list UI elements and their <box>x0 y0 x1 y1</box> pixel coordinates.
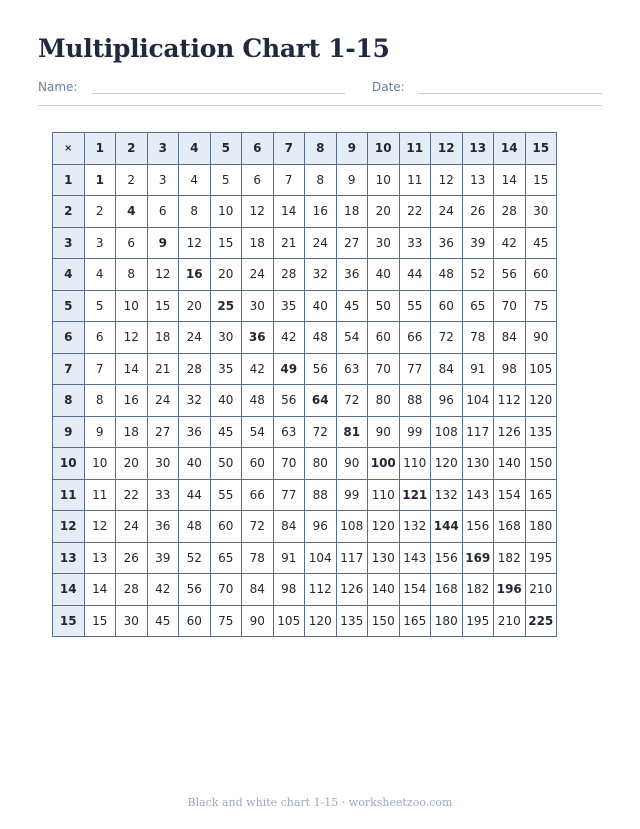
product-cell: 10 <box>368 164 400 196</box>
date-blank-line[interactable] <box>418 93 602 94</box>
product-cell: 40 <box>210 385 242 417</box>
product-cell: 11 <box>84 479 116 511</box>
table-row <box>53 574 557 606</box>
product-cell: 104 <box>462 385 494 417</box>
square-product-cell: 64 <box>305 385 337 417</box>
row-header: 15 <box>53 605 85 637</box>
product-cell: 15 <box>210 227 242 259</box>
product-cell: 30 <box>147 448 179 480</box>
row-header: 14 <box>53 574 85 606</box>
product-cell: 143 <box>399 542 431 574</box>
product-cell: 75 <box>525 290 557 322</box>
product-cell: 140 <box>368 574 400 606</box>
product-cell: 9 <box>84 416 116 448</box>
product-cell: 45 <box>210 416 242 448</box>
product-cell: 50 <box>368 290 400 322</box>
product-cell: 14 <box>273 196 305 228</box>
table-row <box>53 605 557 637</box>
product-cell: 24 <box>305 227 337 259</box>
product-cell: 66 <box>399 322 431 354</box>
product-cell: 105 <box>273 605 305 637</box>
product-cell: 13 <box>462 164 494 196</box>
product-cell: 36 <box>147 511 179 543</box>
column-header: 5 <box>210 133 242 165</box>
square-product-cell: 1 <box>84 164 116 196</box>
row-header: 1 <box>53 164 85 196</box>
product-cell: 48 <box>431 259 463 291</box>
product-cell: 36 <box>431 227 463 259</box>
product-cell: 55 <box>210 479 242 511</box>
product-cell: 60 <box>210 511 242 543</box>
product-cell: 35 <box>273 290 305 322</box>
product-cell: 16 <box>305 196 337 228</box>
square-product-cell: 169 <box>462 542 494 574</box>
product-cell: 70 <box>494 290 526 322</box>
product-cell: 44 <box>399 259 431 291</box>
product-cell: 99 <box>336 479 368 511</box>
product-cell: 30 <box>525 196 557 228</box>
product-cell: 195 <box>462 605 494 637</box>
product-cell: 84 <box>431 353 463 385</box>
product-cell: 27 <box>336 227 368 259</box>
product-cell: 33 <box>399 227 431 259</box>
product-cell: 42 <box>242 353 274 385</box>
product-cell: 10 <box>116 290 148 322</box>
table-row <box>53 196 557 228</box>
product-cell: 130 <box>368 542 400 574</box>
product-cell: 88 <box>399 385 431 417</box>
column-header: 6 <box>242 133 274 165</box>
name-blank-line[interactable] <box>92 93 345 94</box>
table-row <box>53 416 557 448</box>
product-cell: 84 <box>494 322 526 354</box>
product-cell: 5 <box>84 290 116 322</box>
product-cell: 135 <box>525 416 557 448</box>
column-header: 13 <box>462 133 494 165</box>
product-cell: 21 <box>147 353 179 385</box>
column-header: 3 <box>147 133 179 165</box>
product-cell: 4 <box>84 259 116 291</box>
product-cell: 14 <box>116 353 148 385</box>
multiplication-table <box>52 132 557 637</box>
product-cell: 2 <box>116 164 148 196</box>
product-cell: 4 <box>179 164 211 196</box>
product-cell: 78 <box>462 322 494 354</box>
product-cell: 28 <box>273 259 305 291</box>
product-cell: 91 <box>273 542 305 574</box>
product-cell: 15 <box>525 164 557 196</box>
product-cell: 60 <box>525 259 557 291</box>
product-cell: 32 <box>305 259 337 291</box>
product-cell: 182 <box>462 574 494 606</box>
product-cell: 44 <box>179 479 211 511</box>
product-cell: 5 <box>210 164 242 196</box>
product-cell: 24 <box>431 196 463 228</box>
column-header: 1 <box>84 133 116 165</box>
product-cell: 150 <box>368 605 400 637</box>
product-cell: 65 <box>462 290 494 322</box>
footer-credit: Black and white chart 1-15 · worksheetzoo.com <box>187 796 453 809</box>
product-cell: 56 <box>305 353 337 385</box>
column-header: 10 <box>368 133 400 165</box>
product-cell: 28 <box>494 196 526 228</box>
product-cell: 28 <box>179 353 211 385</box>
product-cell: 21 <box>273 227 305 259</box>
product-cell: 16 <box>116 385 148 417</box>
product-cell: 135 <box>336 605 368 637</box>
row-header: 8 <box>53 385 85 417</box>
product-cell: 27 <box>147 416 179 448</box>
product-cell: 9 <box>336 164 368 196</box>
product-cell: 28 <box>116 574 148 606</box>
product-cell: 14 <box>494 164 526 196</box>
product-cell: 33 <box>147 479 179 511</box>
column-header: 7 <box>273 133 305 165</box>
product-cell: 39 <box>462 227 494 259</box>
product-cell: 70 <box>273 448 305 480</box>
product-cell: 84 <box>273 511 305 543</box>
product-cell: 60 <box>431 290 463 322</box>
product-cell: 40 <box>179 448 211 480</box>
product-cell: 14 <box>84 574 116 606</box>
product-cell: 8 <box>84 385 116 417</box>
product-cell: 105 <box>525 353 557 385</box>
product-cell: 120 <box>305 605 337 637</box>
square-product-cell: 9 <box>147 227 179 259</box>
square-product-cell: 121 <box>399 479 431 511</box>
product-cell: 168 <box>431 574 463 606</box>
product-cell: 45 <box>525 227 557 259</box>
row-header: 5 <box>53 290 85 322</box>
product-cell: 24 <box>242 259 274 291</box>
product-cell: 36 <box>179 416 211 448</box>
product-cell: 72 <box>242 511 274 543</box>
product-cell: 15 <box>84 605 116 637</box>
product-cell: 91 <box>462 353 494 385</box>
product-cell: 156 <box>431 542 463 574</box>
product-cell: 30 <box>242 290 274 322</box>
product-cell: 150 <box>525 448 557 480</box>
column-header: 15 <box>525 133 557 165</box>
table-row <box>53 353 557 385</box>
column-header: 2 <box>116 133 148 165</box>
product-cell: 42 <box>273 322 305 354</box>
product-cell: 20 <box>179 290 211 322</box>
product-cell: 60 <box>242 448 274 480</box>
square-product-cell: 144 <box>431 511 463 543</box>
product-cell: 130 <box>462 448 494 480</box>
row-header: 13 <box>53 542 85 574</box>
product-cell: 30 <box>210 322 242 354</box>
product-cell: 165 <box>399 605 431 637</box>
product-cell: 42 <box>147 574 179 606</box>
product-cell: 26 <box>116 542 148 574</box>
product-cell: 26 <box>462 196 494 228</box>
product-cell: 165 <box>525 479 557 511</box>
product-cell: 120 <box>525 385 557 417</box>
product-cell: 96 <box>431 385 463 417</box>
square-product-cell: 49 <box>273 353 305 385</box>
product-cell: 24 <box>179 322 211 354</box>
product-cell: 126 <box>336 574 368 606</box>
column-header: 9 <box>336 133 368 165</box>
product-cell: 63 <box>336 353 368 385</box>
product-cell: 90 <box>242 605 274 637</box>
product-cell: 210 <box>494 605 526 637</box>
product-cell: 112 <box>305 574 337 606</box>
table-row <box>53 164 557 196</box>
row-header: 12 <box>53 511 85 543</box>
name-label: Name: <box>38 80 78 94</box>
product-cell: 12 <box>147 259 179 291</box>
product-cell: 77 <box>273 479 305 511</box>
row-header: 2 <box>53 196 85 228</box>
product-cell: 112 <box>494 385 526 417</box>
square-product-cell: 4 <box>116 196 148 228</box>
product-cell: 72 <box>305 416 337 448</box>
square-product-cell: 16 <box>179 259 211 291</box>
product-cell: 18 <box>336 196 368 228</box>
product-cell: 8 <box>179 196 211 228</box>
table-row <box>53 448 557 480</box>
product-cell: 8 <box>116 259 148 291</box>
column-header: 12 <box>431 133 463 165</box>
product-cell: 143 <box>462 479 494 511</box>
product-cell: 55 <box>399 290 431 322</box>
date-label: Date: <box>372 80 405 94</box>
row-header: 4 <box>53 259 85 291</box>
product-cell: 126 <box>494 416 526 448</box>
product-cell: 120 <box>368 511 400 543</box>
product-cell: 12 <box>116 322 148 354</box>
product-cell: 22 <box>116 479 148 511</box>
product-cell: 24 <box>116 511 148 543</box>
product-cell: 180 <box>431 605 463 637</box>
product-cell: 6 <box>147 196 179 228</box>
product-cell: 117 <box>462 416 494 448</box>
row-header: 3 <box>53 227 85 259</box>
product-cell: 10 <box>84 448 116 480</box>
product-cell: 110 <box>399 448 431 480</box>
product-cell: 70 <box>368 353 400 385</box>
product-cell: 45 <box>147 605 179 637</box>
product-cell: 52 <box>462 259 494 291</box>
page-title: Multiplication Chart 1-15 <box>38 34 390 63</box>
product-cell: 54 <box>242 416 274 448</box>
product-cell: 195 <box>525 542 557 574</box>
row-header: 10 <box>53 448 85 480</box>
product-cell: 6 <box>116 227 148 259</box>
product-cell: 72 <box>431 322 463 354</box>
product-cell: 30 <box>116 605 148 637</box>
square-product-cell: 36 <box>242 322 274 354</box>
product-cell: 15 <box>147 290 179 322</box>
product-cell: 13 <box>84 542 116 574</box>
product-cell: 3 <box>84 227 116 259</box>
table-row <box>53 542 557 574</box>
product-cell: 108 <box>336 511 368 543</box>
row-header: 6 <box>53 322 85 354</box>
product-cell: 7 <box>84 353 116 385</box>
row-header: 9 <box>53 416 85 448</box>
product-cell: 108 <box>431 416 463 448</box>
product-cell: 90 <box>368 416 400 448</box>
product-cell: 77 <box>399 353 431 385</box>
header-divider <box>38 105 602 106</box>
product-cell: 12 <box>179 227 211 259</box>
product-cell: 20 <box>368 196 400 228</box>
table-row <box>53 511 557 543</box>
product-cell: 98 <box>494 353 526 385</box>
product-cell: 12 <box>242 196 274 228</box>
table-row <box>53 227 557 259</box>
square-product-cell: 225 <box>525 605 557 637</box>
table-row <box>53 259 557 291</box>
product-cell: 154 <box>399 574 431 606</box>
product-cell: 48 <box>242 385 274 417</box>
product-cell: 117 <box>336 542 368 574</box>
product-cell: 80 <box>368 385 400 417</box>
product-cell: 6 <box>84 322 116 354</box>
square-product-cell: 100 <box>368 448 400 480</box>
product-cell: 18 <box>147 322 179 354</box>
product-cell: 72 <box>336 385 368 417</box>
product-cell: 132 <box>431 479 463 511</box>
column-header: 11 <box>399 133 431 165</box>
product-cell: 30 <box>368 227 400 259</box>
product-cell: 75 <box>210 605 242 637</box>
product-cell: 56 <box>273 385 305 417</box>
product-cell: 80 <box>305 448 337 480</box>
product-cell: 180 <box>525 511 557 543</box>
product-cell: 104 <box>305 542 337 574</box>
product-cell: 3 <box>147 164 179 196</box>
table-row <box>53 290 557 322</box>
square-product-cell: 81 <box>336 416 368 448</box>
product-cell: 156 <box>462 511 494 543</box>
product-cell: 20 <box>210 259 242 291</box>
product-cell: 52 <box>179 542 211 574</box>
product-cell: 2 <box>84 196 116 228</box>
product-cell: 60 <box>368 322 400 354</box>
product-cell: 12 <box>84 511 116 543</box>
product-cell: 22 <box>399 196 431 228</box>
product-cell: 56 <box>494 259 526 291</box>
table-row <box>53 385 557 417</box>
product-cell: 35 <box>210 353 242 385</box>
product-cell: 88 <box>305 479 337 511</box>
product-cell: 65 <box>210 542 242 574</box>
product-cell: 54 <box>336 322 368 354</box>
product-cell: 50 <box>210 448 242 480</box>
product-cell: 90 <box>336 448 368 480</box>
product-cell: 36 <box>336 259 368 291</box>
table-row <box>53 479 557 511</box>
product-cell: 154 <box>494 479 526 511</box>
product-cell: 18 <box>242 227 274 259</box>
product-cell: 24 <box>147 385 179 417</box>
corner-cell: × <box>53 133 85 165</box>
product-cell: 40 <box>368 259 400 291</box>
product-cell: 18 <box>116 416 148 448</box>
product-cell: 7 <box>273 164 305 196</box>
square-product-cell: 196 <box>494 574 526 606</box>
product-cell: 12 <box>431 164 463 196</box>
product-cell: 8 <box>305 164 337 196</box>
product-cell: 45 <box>336 290 368 322</box>
product-cell: 10 <box>210 196 242 228</box>
product-cell: 140 <box>494 448 526 480</box>
product-cell: 42 <box>494 227 526 259</box>
product-cell: 78 <box>242 542 274 574</box>
product-cell: 63 <box>273 416 305 448</box>
product-cell: 90 <box>525 322 557 354</box>
row-header: 7 <box>53 353 85 385</box>
product-cell: 60 <box>179 605 211 637</box>
product-cell: 168 <box>494 511 526 543</box>
product-cell: 11 <box>399 164 431 196</box>
column-header: 14 <box>494 133 526 165</box>
row-header: 11 <box>53 479 85 511</box>
product-cell: 99 <box>399 416 431 448</box>
product-cell: 20 <box>116 448 148 480</box>
product-cell: 66 <box>242 479 274 511</box>
product-cell: 84 <box>242 574 274 606</box>
product-cell: 96 <box>305 511 337 543</box>
product-cell: 56 <box>179 574 211 606</box>
product-cell: 39 <box>147 542 179 574</box>
product-cell: 110 <box>368 479 400 511</box>
product-cell: 40 <box>305 290 337 322</box>
product-cell: 48 <box>305 322 337 354</box>
product-cell: 182 <box>494 542 526 574</box>
header-row <box>53 133 557 165</box>
column-header: 8 <box>305 133 337 165</box>
table-row <box>53 322 557 354</box>
square-product-cell: 25 <box>210 290 242 322</box>
product-cell: 98 <box>273 574 305 606</box>
product-cell: 48 <box>179 511 211 543</box>
product-cell: 120 <box>431 448 463 480</box>
product-cell: 210 <box>525 574 557 606</box>
product-cell: 70 <box>210 574 242 606</box>
product-cell: 6 <box>242 164 274 196</box>
product-cell: 32 <box>179 385 211 417</box>
column-header: 4 <box>179 133 211 165</box>
product-cell: 132 <box>399 511 431 543</box>
